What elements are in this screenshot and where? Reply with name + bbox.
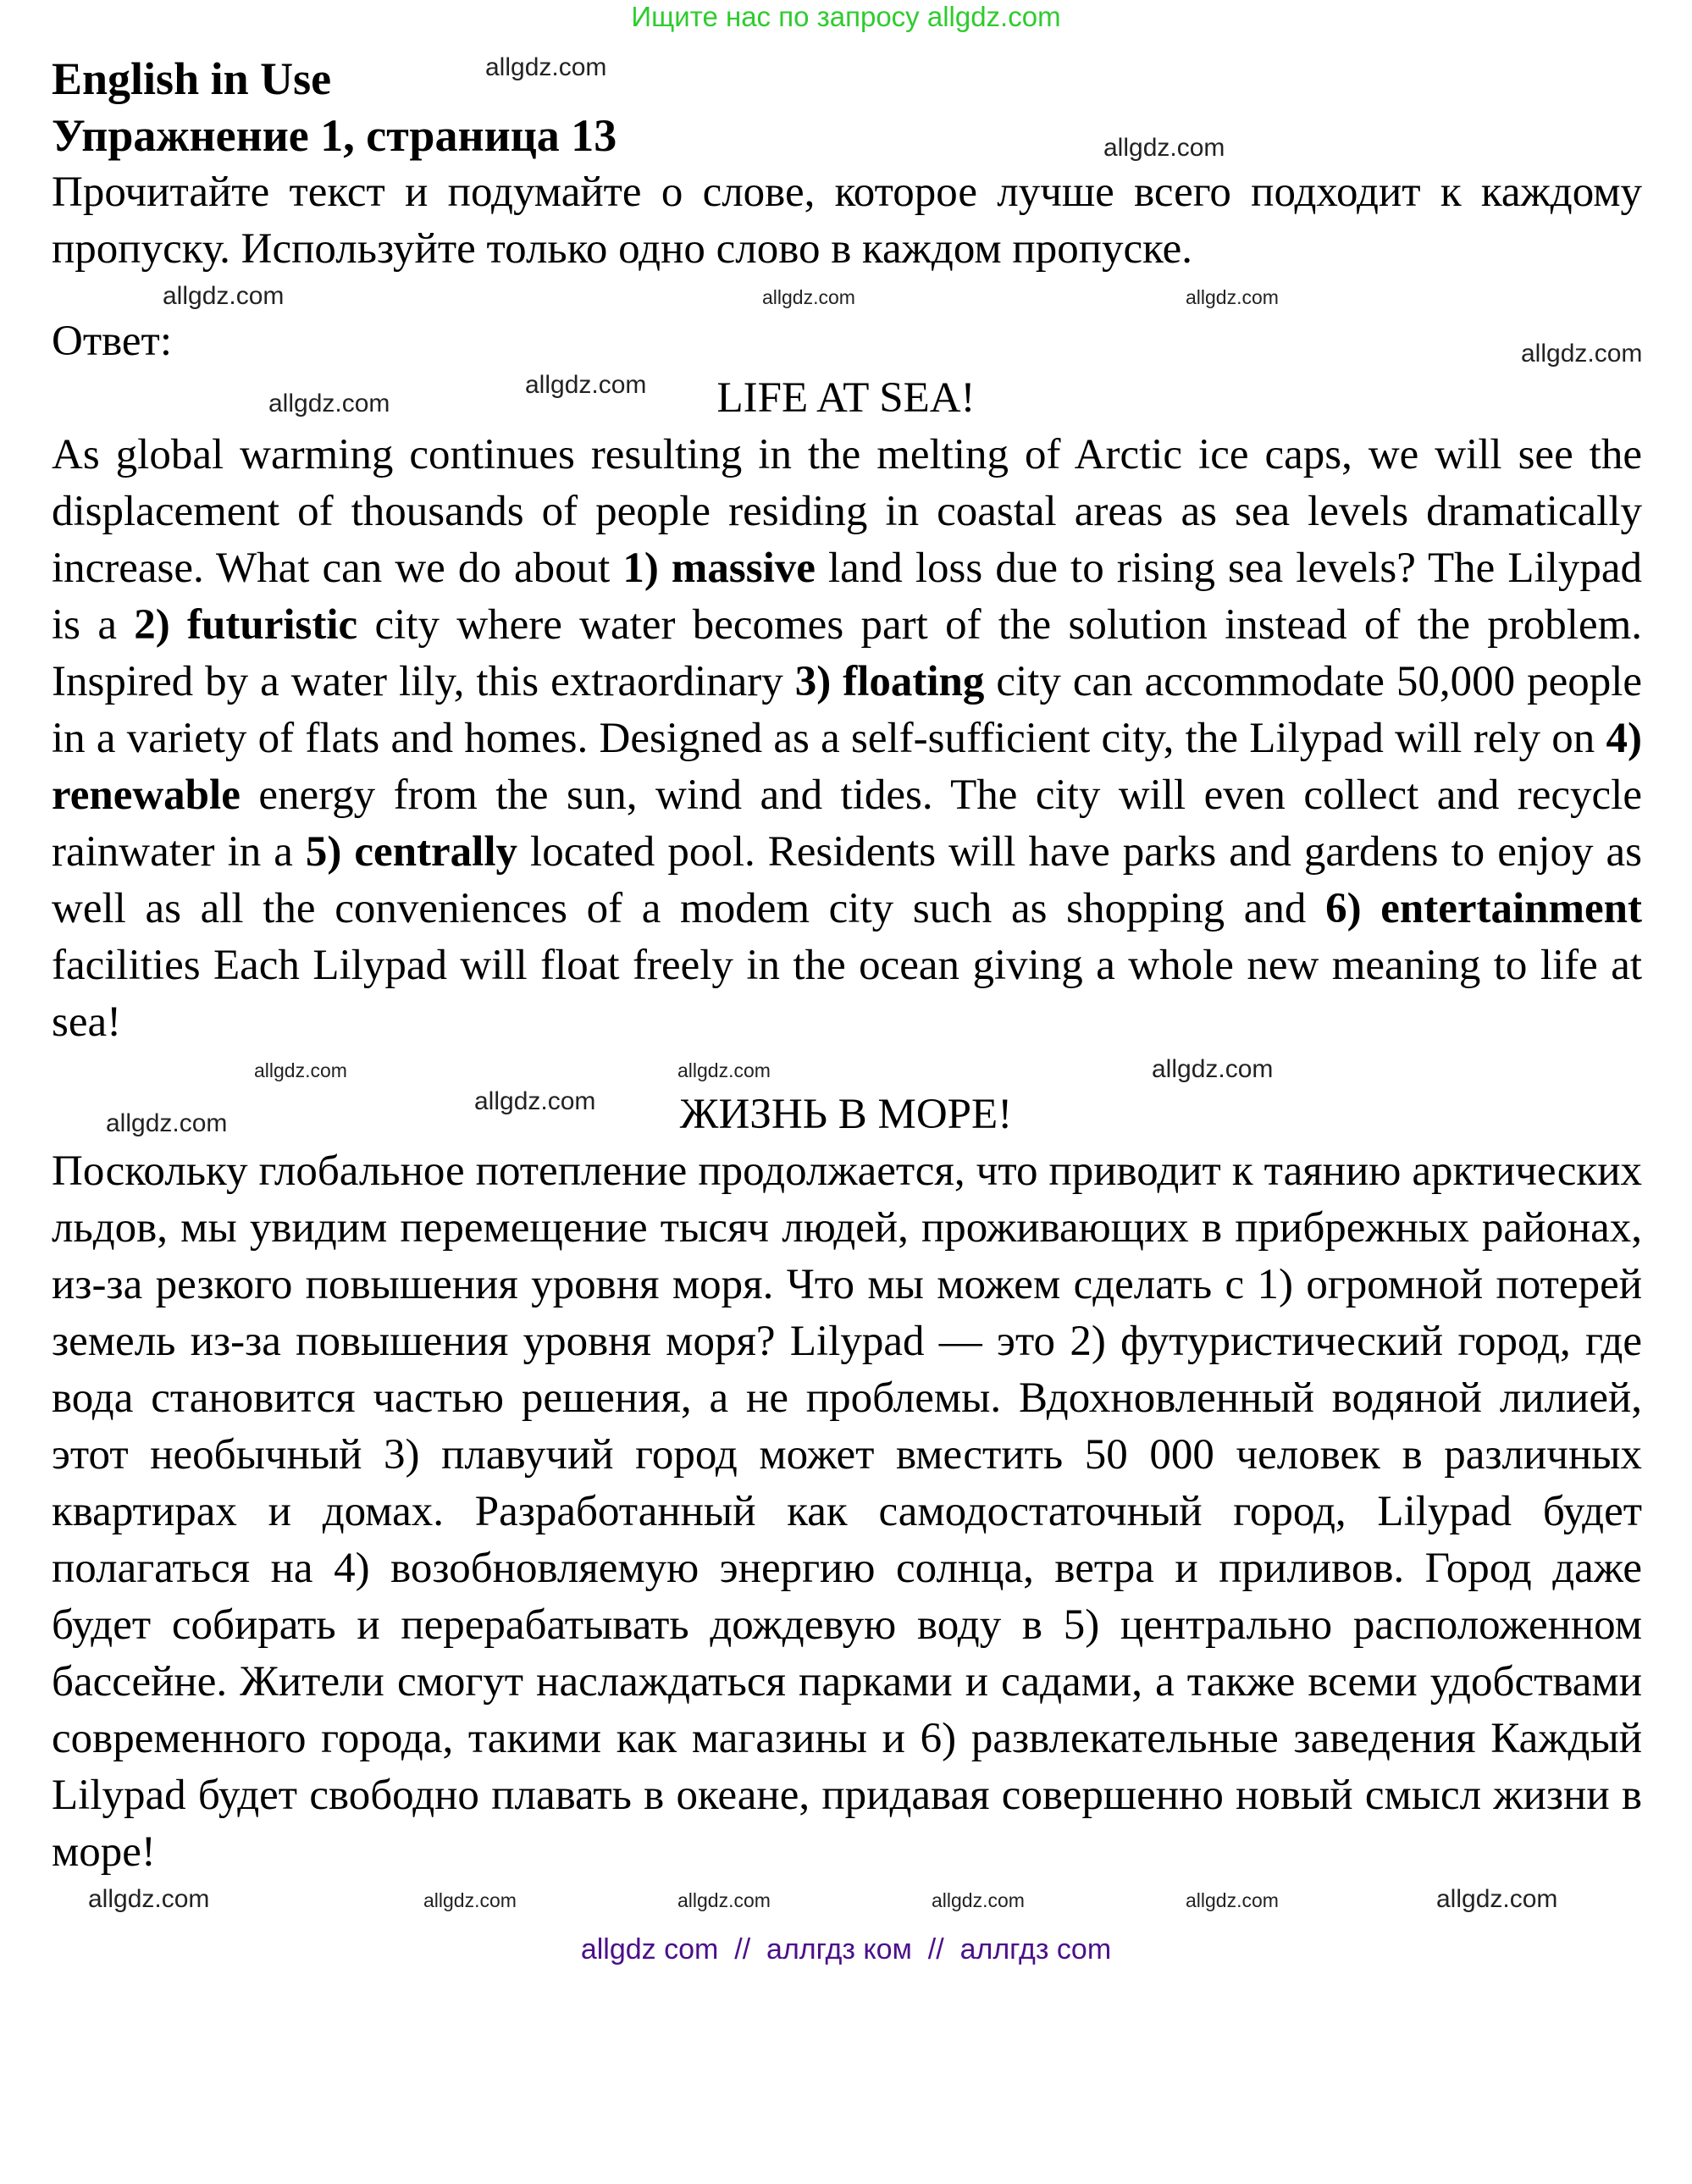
russian-text: Поскольку глобальное потепление продолжается, что приводит к таянию арктических льдов, мы увидим перемещение тысяч людей, проживающих в прибрежных районах, из-за резкого повышения уровня моря. Что мы можем сделать с 1) огромной потерей земель из-за повышения уровня моря? Lilypad — это 2) футуристический город, где вода становится частью решения, а не проблемы. Вдохновленный водяной лилией, этот необычный 3) плавучий город может вместить 50 000 человек в различных квартирах и домах. Разработанный как самодостаточный город, Lilypad будет полагаться на 4) возобновляемую энергию солнца, ветра и приливов. Город даже будет собирать и перерабатывать дождевую воду в 5) центрально расположенном бассейне. Жители смогут наслаждаться парками и садами, а также всеми удобствами современного города, такими как магазины и 6) развлекательные заведения Каждый Lilypad будет свободно плавать в океане, придавая совершенно новый смысл жизни в море! [52, 1147, 1642, 1876]
watermark: allgdz.com [1436, 1885, 1558, 1913]
text-segment: land loss due to rising sea levels? The Lilypad is a [52, 545, 1643, 649]
answer-3: 3) floating [794, 658, 985, 705]
answer-5: 5) centrally [305, 828, 518, 876]
footer-links: allgdz com // аллгдз ком // аллгдз com [580, 1933, 1112, 1966]
answer-1: 1) massive [622, 545, 816, 592]
text-segment: energy from the sun, wind and tides. The city will even collect and recycle rainwater in a [52, 771, 1642, 876]
text-segment: facilities Each Lilypad will float freely in the ocean giving a whole new meaning to life at sea! [52, 942, 1642, 1046]
watermark: allgdz.com [163, 282, 285, 310]
watermark: allgdz.com [762, 286, 855, 308]
text-segment: city where water becomes part of the solution instead of the problem. Inspired by a water lily, this extraordinary [52, 601, 1642, 705]
watermark: allgdz.com [1152, 1055, 1274, 1083]
watermark: allgdz.com [1186, 1889, 1279, 1911]
watermark-row [0, 1051, 1692, 1086]
instruction-text: Прочитайте текст и подумайте о слове, которое лучше всего подходит к каждому пропуску. Используйте только одно слово в каждом пропуске. [52, 169, 1642, 273]
russian-title: ЖИЗНЬ В МОРЕ! [679, 1091, 1013, 1138]
watermark: allgdz.com [1186, 286, 1279, 308]
section-heading: English in Use [52, 53, 332, 104]
watermark: allgdz.com [1521, 340, 1643, 368]
watermark: allgdz.com [423, 1889, 517, 1911]
watermark: allgdz.com [1103, 134, 1225, 162]
watermark: allgdz.com [677, 1059, 771, 1081]
watermark: allgdz.com [106, 1109, 228, 1137]
watermark: allgdz.com [268, 390, 390, 417]
answer-2: 2) futuristic [134, 601, 358, 649]
english-title: LIFE AT SEA! [716, 374, 976, 422]
watermark: allgdz.com [525, 371, 647, 399]
watermark: allgdz.com [88, 1885, 210, 1913]
answer-label: Ответ: [52, 318, 172, 365]
english-text [52, 427, 1642, 1051]
watermark: allgdz.com [677, 1889, 771, 1911]
text-segment: located pool. Residents will have parks and gardens to enjoy as well as all the conveniences of a modem city such as shopping and [52, 828, 1643, 932]
watermark: allgdz.com [485, 53, 607, 81]
watermark: allgdz.com [932, 1889, 1025, 1911]
watermark: allgdz.com [474, 1087, 596, 1115]
answer-row [52, 313, 1642, 370]
watermark-row [0, 1881, 1692, 1918]
heading-row [52, 51, 1642, 108]
text-segment: city can accommodate 50,000 people in a variety of flats and homes. Designed as a self-sufficient city, the Lilypad will rely on [52, 658, 1643, 762]
exercise-row [52, 108, 1642, 164]
answer-6: 6) entertainment [1325, 885, 1642, 932]
exercise-title: Упражнение 1, страница 13 [52, 110, 617, 161]
watermark: allgdz.com [254, 1059, 347, 1081]
search-banner: Ищите нас по запросу allgdz.com [631, 1, 1061, 32]
english-title-row [0, 370, 1692, 427]
watermark-row [0, 278, 1692, 313]
text-segment: As global warming continues resulting in the melting of Arctic ice caps, we will see the displacement of thousands of people residing in coastal areas as sea levels dramatically increase. What can we do about [52, 431, 1642, 592]
answer-4: 4) renewable [52, 715, 1642, 819]
russian-title-row [0, 1086, 1692, 1143]
